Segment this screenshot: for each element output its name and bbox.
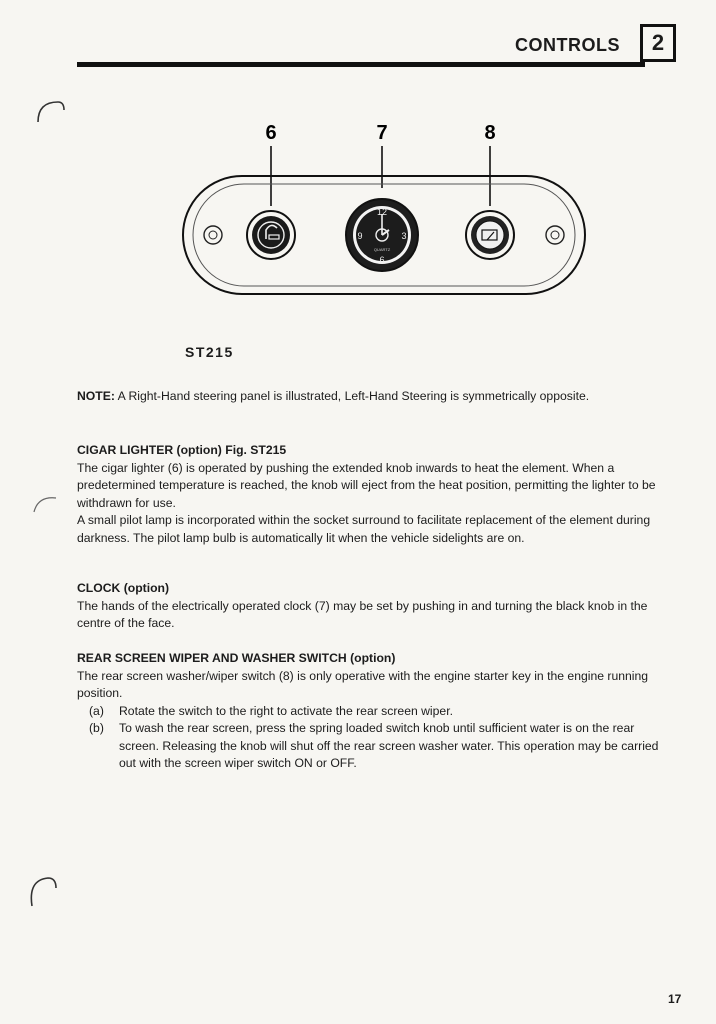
binder-hole-mark-middle <box>30 490 64 520</box>
clock-numeral-12: 12 <box>376 207 388 217</box>
callout-cigar-lighter: 6 <box>265 122 277 144</box>
console-panel-figure <box>175 118 595 308</box>
cigar-lighter-heading: CIGAR LIGHTER (option) Fig. ST215 <box>77 443 287 457</box>
callout-clock: 7 <box>376 122 388 144</box>
rear-wiper-section <box>77 650 677 773</box>
note-label: NOTE: <box>77 389 115 403</box>
clock-numeral-6: 6 <box>379 255 385 265</box>
chapter-number-box: 2 <box>640 24 676 62</box>
clock-numeral-9: 9 <box>357 231 363 241</box>
clock-numeral-3: 3 <box>401 231 407 241</box>
note-block <box>77 388 677 406</box>
list-item <box>77 720 677 773</box>
binder-hole-mark-top <box>34 98 68 128</box>
screw-left-icon <box>204 226 222 244</box>
clock-paragraph: The hands of the electrically operated clock (7) may be set by pushing in and turning the black knob in the centre of the face. <box>77 598 648 630</box>
callout-wiper-switch: 8 <box>484 122 496 144</box>
screw-right-icon <box>546 226 564 244</box>
clock-icon <box>346 199 418 271</box>
binder-hole-mark-bottom <box>26 872 60 912</box>
header-rule <box>77 62 645 67</box>
list-item <box>77 703 677 721</box>
cigar-lighter-icon <box>247 211 295 259</box>
clock-heading: CLOCK (option) <box>77 581 170 595</box>
list-text: Rotate the switch to the right to activate the rear screen wiper. <box>119 703 453 718</box>
list-text: To wash the rear screen, press the spring loaded switch knob until sufficient water is on the rear screen. Releasing the knob will shut off the rear screen washer water. This operation may be carried out with the screen wiper switch ON or OFF. <box>119 721 659 770</box>
rear-wiper-heading: REAR SCREEN WIPER AND WASHER SWITCH (option) <box>77 651 396 665</box>
wiper-switch-icon <box>466 211 514 259</box>
rear-wiper-paragraph: The rear screen washer/wiper switch (8) is only operative with the engine starter key in the engine running position. <box>77 668 649 700</box>
figure-reference: ST215 <box>185 344 234 360</box>
clock-section <box>77 580 677 633</box>
section-title: CONTROLS <box>515 35 620 55</box>
list-marker: (a) <box>89 703 104 718</box>
note-text: A Right-Hand steering panel is illustrated, Left-Hand Steering is symmetrically opposite. <box>117 389 590 403</box>
page-number: 17 <box>668 992 682 1006</box>
cigar-lighter-paragraph-1: The cigar lighter (6) is operated by pushing the extended knob inwards to heat the element. When a predetermined temperature is reached, the knob will eject from the heat position, permitting the lighter to be withdrawn for use. <box>77 460 656 510</box>
list-marker: (b) <box>89 721 104 735</box>
clock-brand: QUARTZ <box>373 247 391 252</box>
cigar-lighter-paragraph-2: A small pilot lamp is incorporated within the socket surround to facilitate replacement of the element during darkness. The pilot lamp bulb is automatically lit when the vehicle sidelights are on. <box>77 513 651 545</box>
cigar-lighter-section <box>77 442 677 547</box>
